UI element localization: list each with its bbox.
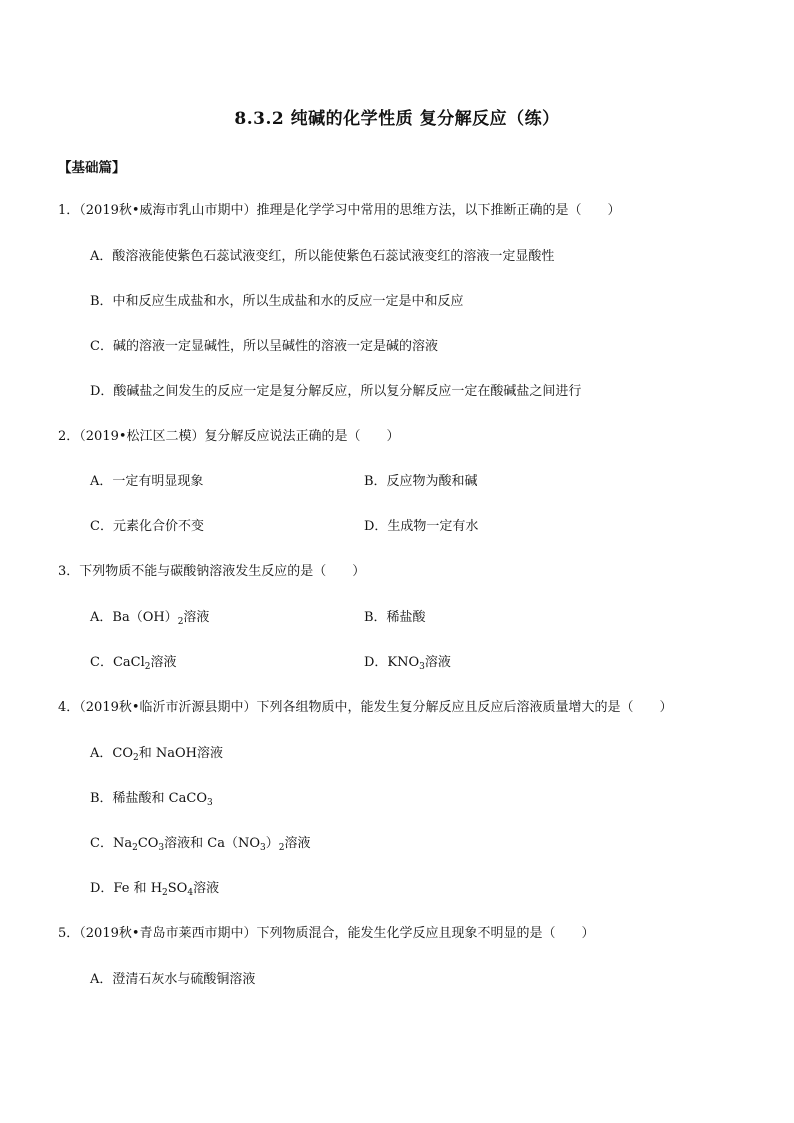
- option-text: 和 NaOH溶液: [138, 746, 223, 761]
- option-text: A．Ba（OH）: [90, 610, 178, 625]
- option-text: 溶液: [150, 655, 177, 670]
- option-text: 溶液: [193, 881, 220, 896]
- question-1-stem: 1．（2019秋•威海市乳山市期中）推理是化学学习中常用的思维方法，以下推断正确的是（ ）: [58, 203, 621, 218]
- question-3-stem: 3．下列物质不能与碳酸钠溶液发生反应的是（ ）: [58, 564, 366, 579]
- subscript: 4: [187, 888, 194, 898]
- question-1-option-b: B．中和反应生成盐和水，所以生成盐和水的反应一定是中和反应: [90, 294, 464, 309]
- subscript: 2: [133, 753, 139, 763]
- option-text: D．KNO: [364, 655, 420, 670]
- option-text: ）: [265, 836, 279, 851]
- option-text: CO: [137, 836, 159, 851]
- option-text: 溶液和 Ca（NO: [164, 836, 261, 851]
- option-text: 溶液: [424, 655, 451, 670]
- option-text: C．CaCl: [90, 655, 145, 670]
- option-text: D．Fe 和 H: [90, 881, 163, 896]
- question-5-option-a: A．澄清石灰水与硫酸铜溶液: [90, 972, 256, 987]
- page-title: 8.3.2 纯碱的化学性质 复分解反应（练）: [234, 109, 560, 129]
- section-heading: 【基础篇】: [58, 160, 126, 176]
- subscript: 2: [144, 662, 151, 672]
- subscript: 2: [177, 617, 184, 627]
- option-text: C．Na: [90, 836, 133, 851]
- question-3-option-c: [90, 654, 177, 672]
- question-2-option-b: B．反应物为酸和碱: [364, 474, 478, 489]
- subscript: 3: [419, 662, 425, 672]
- question-2-option-c: C．元素化合价不变: [90, 519, 204, 534]
- option-text: B．稀盐酸和 CaCO: [90, 791, 207, 806]
- subscript: 3: [158, 843, 165, 853]
- question-4-option-b: [90, 790, 213, 808]
- option-text: 溶液: [183, 610, 210, 625]
- option-text: SO: [167, 881, 188, 896]
- question-2-option-a: A．一定有明显现象: [90, 474, 204, 489]
- question-3-option-d: [364, 654, 451, 672]
- question-1-option-a: A．酸溶液能使紫色石蕊试液变红，所以能使紫色石蕊试液变红的溶液一定显酸性: [90, 249, 555, 264]
- question-4-option-d: [90, 880, 219, 898]
- question-5-stem: 5．（2019秋•青岛市莱西市期中）下列物质混合，能发生化学反应且现象不明显的是（ ）: [58, 926, 595, 941]
- question-2-stem: 2．（2019•松江区二模）复分解反应说法正确的是（ ）: [58, 429, 400, 444]
- subscript: 3: [260, 843, 266, 853]
- question-4-option-c: [90, 835, 311, 853]
- question-3-option-a: [90, 609, 209, 627]
- question-4-option-a: [90, 745, 223, 763]
- question-1-option-c: C．碱的溶液一定显碱性，所以呈碱性的溶液一定是碱的溶液: [90, 339, 438, 354]
- question-1-option-d: D．酸碱盐之间发生的反应一定是复分解反应，所以复分解反应一定在酸碱盐之间进行: [90, 384, 582, 399]
- subscript: 3: [207, 798, 213, 808]
- question-2-option-d: D．生成物一定有水: [364, 519, 479, 534]
- option-text: 溶液: [284, 836, 311, 851]
- question-3-option-b: [364, 609, 426, 627]
- question-4-stem: 4．（2019秋•临沂市沂源县期中）下列各组物质中，能发生复分解反应且反应后溶液质量增大的是（ ）: [58, 700, 673, 715]
- option-text: B．稀盐酸: [364, 610, 426, 625]
- subscript: 2: [278, 843, 285, 853]
- option-text: A．CO: [90, 746, 133, 761]
- subscript: 2: [162, 888, 168, 898]
- subscript: 2: [132, 843, 138, 853]
